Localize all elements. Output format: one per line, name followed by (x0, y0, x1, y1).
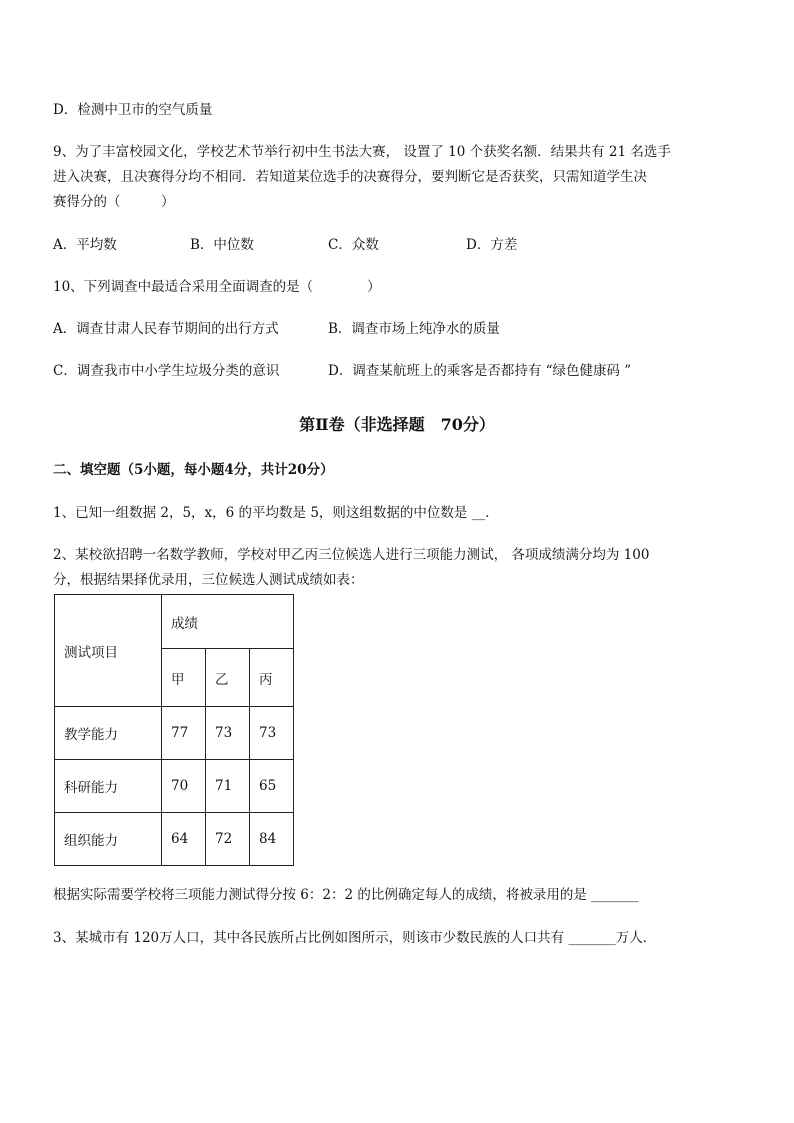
q10-option-c: C．调查我市中小学生垃圾分类的意识 (53, 363, 280, 379)
table-cell: 70 (162, 760, 206, 813)
table-row-label: 组织能力 (55, 813, 162, 866)
table-row (55, 760, 294, 813)
table-cell: 72 (206, 813, 250, 866)
q10-option-b: B．调查市场上纯净水的质量 (328, 321, 500, 337)
table-row (55, 707, 294, 760)
q10-option-d: D．调查某航班上的乘客是否都持有 “绿色健康码 ” (328, 363, 632, 379)
q9-option-d: D．方差 (466, 237, 518, 253)
q9-option-a: A．平均数 (53, 237, 117, 253)
table-group-header: 成绩 (162, 595, 294, 649)
score-table (54, 594, 294, 866)
q9-option-b: B．中位数 (190, 237, 254, 253)
q10-stem: 10、下列调查中最适合采用全面调查的是（ ） (53, 279, 381, 295)
part-2-title: 第Ⅱ卷（非选择题 70分） (299, 415, 495, 434)
table-cell: 73 (250, 707, 294, 760)
table-row-label: 科研能力 (55, 760, 162, 813)
table-cell: 71 (206, 760, 250, 813)
table-candidate-header: 丙 (250, 649, 294, 707)
prev-question-option-d: D．检测中卫市的空气质量 (53, 102, 213, 118)
q9-line-2: 进入决赛，且决赛得分均不相同．若知道某位选手的决赛得分，要判断它是否获奖，只需知道学生决 (53, 169, 647, 185)
table-cell: 77 (162, 707, 206, 760)
q9-option-c: C．众数 (328, 237, 379, 253)
section-2-heading: 二、填空题（5小题，每小题4分，共计20分） (53, 462, 334, 478)
table-candidate-header: 甲 (162, 649, 206, 707)
q10-option-a: A．调查甘肃人民春节期间的出行方式 (53, 321, 279, 337)
fill2-line-1: 2、某校欲招聘一名数学教师，学校对甲乙丙三位候选人进行三项能力测试， 各项成绩满分均为 100 (53, 547, 650, 563)
table-cell: 65 (250, 760, 294, 813)
table-cell: 64 (162, 813, 206, 866)
table-row-label: 教学能力 (55, 707, 162, 760)
table-row (55, 813, 294, 866)
fill2-after-table: 根据实际需要学校将三项能力测试得分按 6：2：2 的比例确定每人的成绩，将被录用的是 _______ (53, 887, 639, 903)
table-cell: 84 (250, 813, 294, 866)
fill-question-3: 3、某城市有 120万人口，其中各民族所占比例如图所示，则该市少数民族的人口共有 _______万人． (53, 930, 657, 946)
table-cell: 73 (206, 707, 250, 760)
q9-line-1: 9、为了丰富校园文化，学校艺术节举行初中生书法大赛， 设置了 10 个获奖名额．结果共有 21 名选手 (53, 144, 671, 160)
table-corner-header: 测试项目 (55, 595, 162, 707)
table-candidate-header: 乙 (206, 649, 250, 707)
q9-line-3: 赛得分的（ ） (53, 194, 175, 210)
fill2-line-2: 分，根据结果择优录用，三位候选人测试成绩如表： (53, 572, 364, 588)
fill-question-1: 1、已知一组数据 2，5，x，6 的平均数是 5，则这组数据的中位数是 __． (53, 505, 499, 521)
